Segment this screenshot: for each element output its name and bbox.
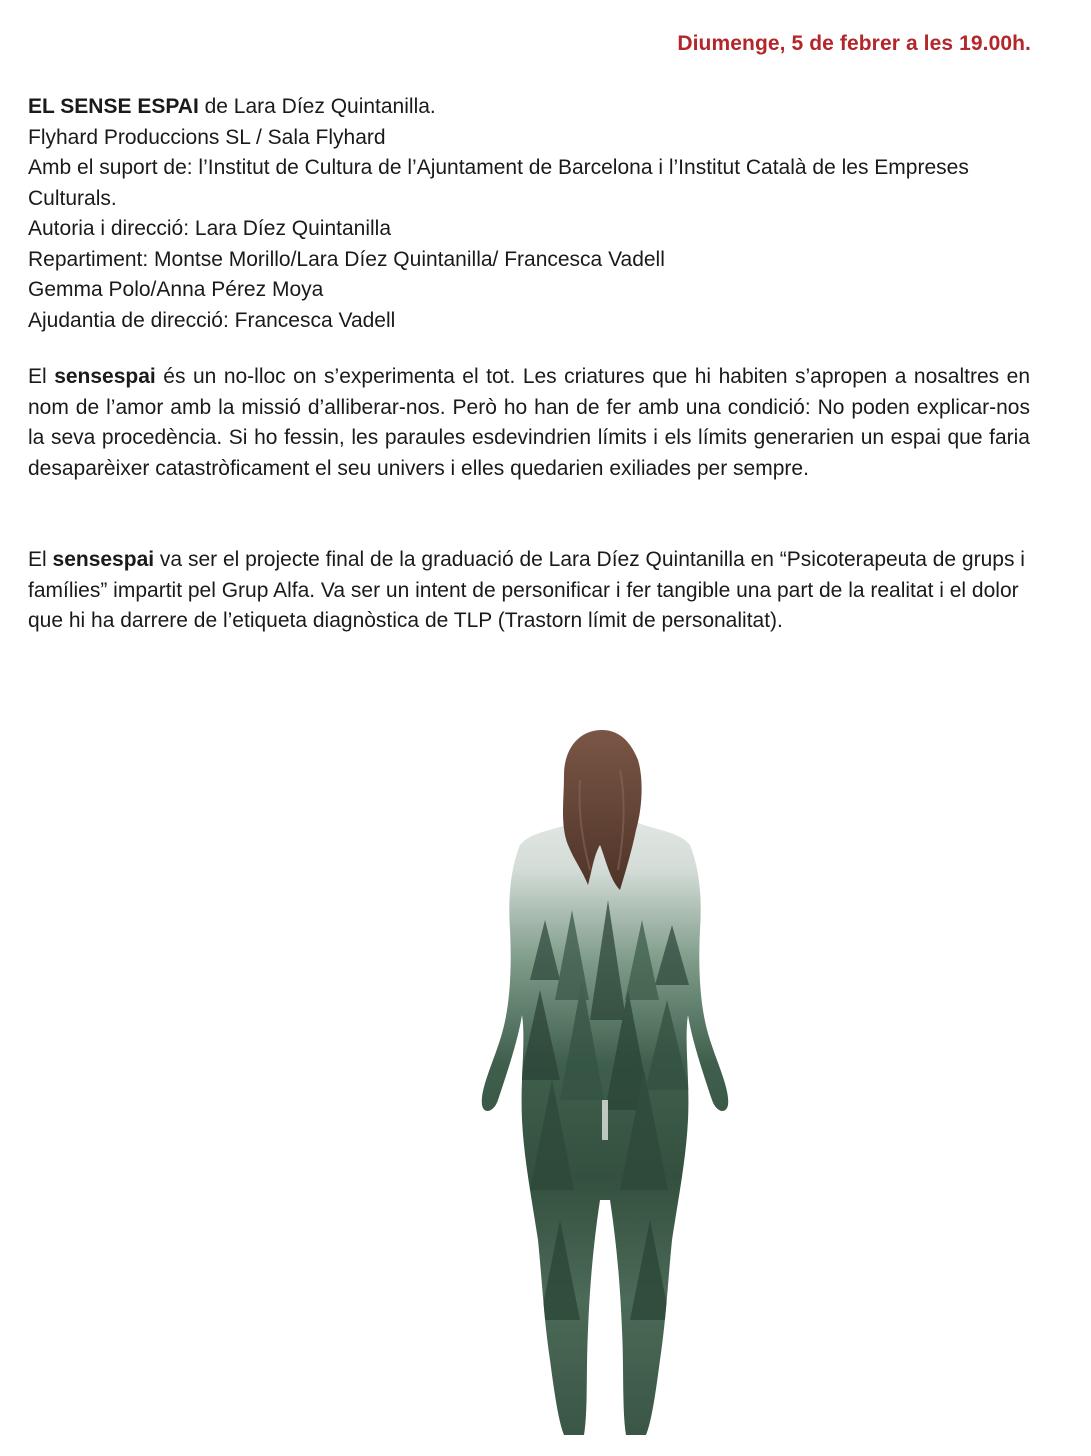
event-date: Diumenge, 5 de febrer a les 19.00h. bbox=[677, 32, 1031, 55]
cast-line-continued: Gemma Polo/Anna Pérez Moya bbox=[28, 278, 324, 301]
silhouette-body bbox=[482, 760, 728, 1435]
paragraph-lead: El bbox=[28, 365, 55, 388]
producer-line: Flyhard Produccions SL / Sala Flyhard bbox=[28, 125, 386, 149]
author-line: Autoria i direcció: Lara Díez Quintanilla bbox=[28, 217, 392, 240]
paragraph-body: és un no-lloc on s’experimenta el tot. Les criatures que hi habiten s’apropen a nosaltres en nom de l’amor amb la missió d’alliberar-nos. Però ho han de fer amb una condició: No poden explicar-nos la seva procedència. Si ho fessin, les paraules esdevindrien límits i els límits generarien un espai que faria desaparèixer catastròficament el seu univers i elles quedarien exiliades per sempre. bbox=[28, 365, 1030, 480]
assistant-director-line: Ajudantia de direcció: Francesca Vadell bbox=[28, 308, 396, 332]
paragraph-lead: El bbox=[28, 548, 53, 571]
show-title: EL SENSE ESPAI bbox=[28, 95, 199, 118]
show-title-line bbox=[28, 92, 1038, 123]
paragraph-body: va ser el projecte final de la graduació de Lara Díez Quintanilla en “Psicoterapeuta de grups i famílies” impartit pel Grup Alfa. Va ser un intent de personificar i fer tangible una part de la realitat i el dolor que hi ha darrere de l’etiqueta diagnòstica de TLP (Trastorn límit de personalitat). bbox=[28, 548, 1025, 632]
woman-forest-silhouette-image bbox=[460, 720, 750, 1450]
background-paragraph bbox=[28, 545, 1030, 637]
description-paragraph bbox=[28, 362, 1030, 484]
show-author-suffix: de Lara Díez Quintanilla. bbox=[198, 95, 436, 118]
paragraph-keyword: sensespai bbox=[54, 365, 156, 388]
credits-block bbox=[28, 92, 1038, 336]
paragraph-keyword: sensespai bbox=[52, 548, 155, 571]
cast-line: Repartiment: Montse Morillo/Lara Díez Quintanilla/ Francesca Vadell bbox=[28, 247, 665, 271]
support-line: Amb el suport de: l’Institut de Cultura de l’Ajuntament de Barcelona i l’Institut Català de les Empreses Culturals. bbox=[28, 156, 969, 210]
